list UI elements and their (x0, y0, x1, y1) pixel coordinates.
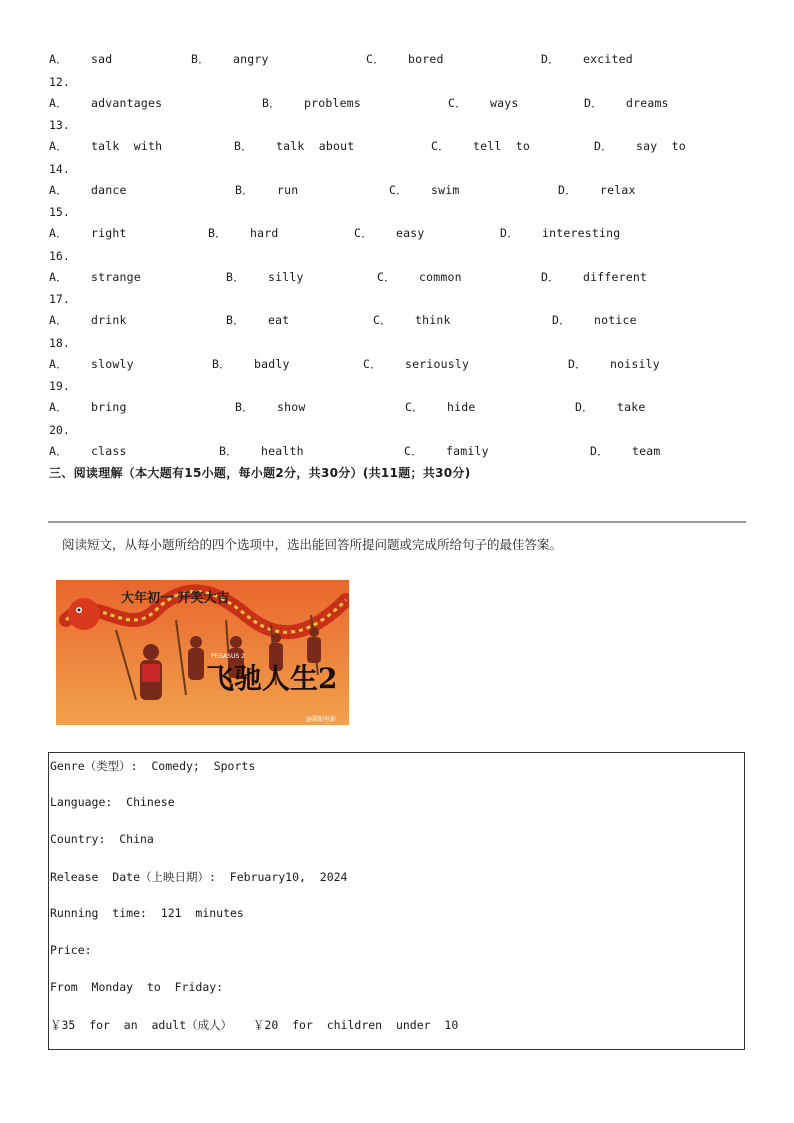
option-letter: B． (234, 139, 253, 153)
option-letter: A． (49, 313, 68, 327)
option-text: swim (431, 182, 460, 197)
option-letter: B． (208, 226, 227, 240)
info-line: Price: (50, 943, 92, 957)
option-text: eat (268, 313, 290, 327)
option-letter: A． (49, 269, 68, 284)
option-text: excited (583, 52, 633, 66)
option-text: family (446, 443, 489, 458)
option-letter: C． (448, 95, 467, 110)
option-letter: D． (558, 182, 577, 197)
question-number: 18. (49, 335, 70, 350)
option-letter: D． (541, 269, 560, 284)
option-text: talk with (91, 139, 163, 153)
option-letter: C． (354, 226, 373, 240)
option-text: take (617, 400, 646, 414)
info-line: Running time: 121 minutes (50, 906, 244, 920)
option-text: show (277, 400, 306, 414)
option-letter: A． (49, 139, 68, 153)
option-text: bring (91, 400, 127, 414)
option-text: health (261, 443, 304, 458)
reading-instruction: 阅读短文，从每小题所给的四个选项中，选出能回答所提问题或完成所给句子的最佳答案。 (62, 537, 563, 552)
info-line: ￥35 for an adult（成人） ￥20 for children under 10 (50, 1018, 459, 1032)
option-text: dance (91, 182, 127, 197)
option-text: team (632, 443, 661, 458)
option-letter: A． (49, 182, 68, 197)
option-text: common (419, 269, 462, 284)
option-letter: A． (49, 226, 68, 240)
option-text: badly (254, 356, 290, 371)
option-text: run (277, 182, 299, 197)
poster-corner-mark: @猫眼电影 (306, 716, 337, 723)
option-text: tell to (473, 139, 530, 153)
option-text: interesting (542, 226, 621, 240)
option-letter: C． (363, 356, 382, 371)
option-text: problems (304, 95, 361, 110)
option-letter: D． (590, 443, 609, 458)
option-letter: B． (235, 182, 254, 197)
option-letter: A． (49, 443, 68, 458)
option-text: right (91, 226, 127, 240)
question-number: 14. (49, 161, 70, 176)
option-text: dreams (626, 95, 669, 110)
option-letter: D． (568, 356, 587, 371)
option-letter: B． (219, 443, 238, 458)
option-letter: B． (212, 356, 231, 371)
option-letter: C． (431, 139, 450, 153)
poster-english-title: PEGASUS 2 (211, 653, 245, 660)
option-text: hide (447, 400, 476, 414)
poster-slogan: 大年初一 开笑大吉 (121, 591, 230, 606)
option-text: relax (600, 182, 636, 197)
option-letter: D． (500, 226, 519, 240)
section-title: 三、阅读理解（本大题有15小题，每小题2分，共30分）(共11题；共30分) (49, 466, 471, 480)
question-number: 12. (49, 74, 70, 89)
option-letter: A． (49, 400, 68, 414)
option-text: different (583, 269, 648, 284)
option-letter: C． (373, 313, 392, 327)
question-number: 19. (49, 379, 70, 393)
question-number: 15. (49, 205, 70, 219)
info-line: Release Date（上映日期）: February10, 2024 (50, 870, 348, 884)
movie-poster-image (56, 580, 349, 725)
option-text: advantages (91, 95, 163, 110)
option-letter: B． (191, 52, 210, 66)
option-letter: D． (594, 139, 613, 153)
option-text: class (91, 443, 127, 458)
info-line: Genre（类型）: Comedy; Sports (50, 759, 256, 773)
option-letter: C． (404, 443, 423, 458)
info-line: From Monday to Friday: (50, 980, 224, 994)
option-text: say to (636, 139, 686, 153)
question-number: 16. (49, 248, 70, 263)
option-letter: C． (405, 400, 424, 414)
option-letter: D． (552, 313, 571, 327)
option-letter: D． (575, 400, 594, 414)
question-number: 17. (49, 292, 70, 306)
option-letter: B． (235, 400, 254, 414)
option-letter: D． (541, 52, 560, 66)
option-letter: B． (226, 269, 245, 284)
option-letter: C． (366, 52, 385, 66)
movie-poster (56, 580, 349, 725)
option-letter: A． (49, 52, 68, 66)
option-text: silly (268, 269, 304, 284)
option-text: drink (91, 313, 127, 327)
option-text: angry (233, 52, 269, 66)
option-letter: B． (262, 95, 281, 110)
option-text: seriously (405, 356, 470, 371)
question-number: 13. (49, 118, 70, 132)
option-letter: D． (584, 95, 603, 110)
info-line: Country: China (50, 832, 154, 846)
poster-title: 飞驰人生2 (206, 662, 338, 695)
option-text: bored (408, 52, 444, 66)
option-letter: A． (49, 356, 68, 371)
option-text: slowly (91, 356, 134, 371)
option-text: hard (250, 226, 279, 240)
option-text: easy (396, 226, 425, 240)
question-number: 20. (49, 422, 70, 437)
option-text: noisily (610, 356, 660, 371)
option-text: strange (91, 269, 141, 284)
option-letter: B． (226, 313, 245, 327)
option-letter: C． (377, 269, 396, 284)
option-letter: C． (389, 182, 408, 197)
option-letter: A． (49, 95, 68, 110)
movie-info-box (48, 752, 745, 1050)
option-text: ways (490, 95, 519, 110)
option-text: talk about (276, 139, 355, 153)
option-text: sad (91, 52, 113, 66)
info-line: Language: Chinese (50, 795, 175, 809)
option-text: think (415, 313, 451, 327)
option-text: notice (594, 313, 637, 327)
divider (48, 521, 746, 523)
